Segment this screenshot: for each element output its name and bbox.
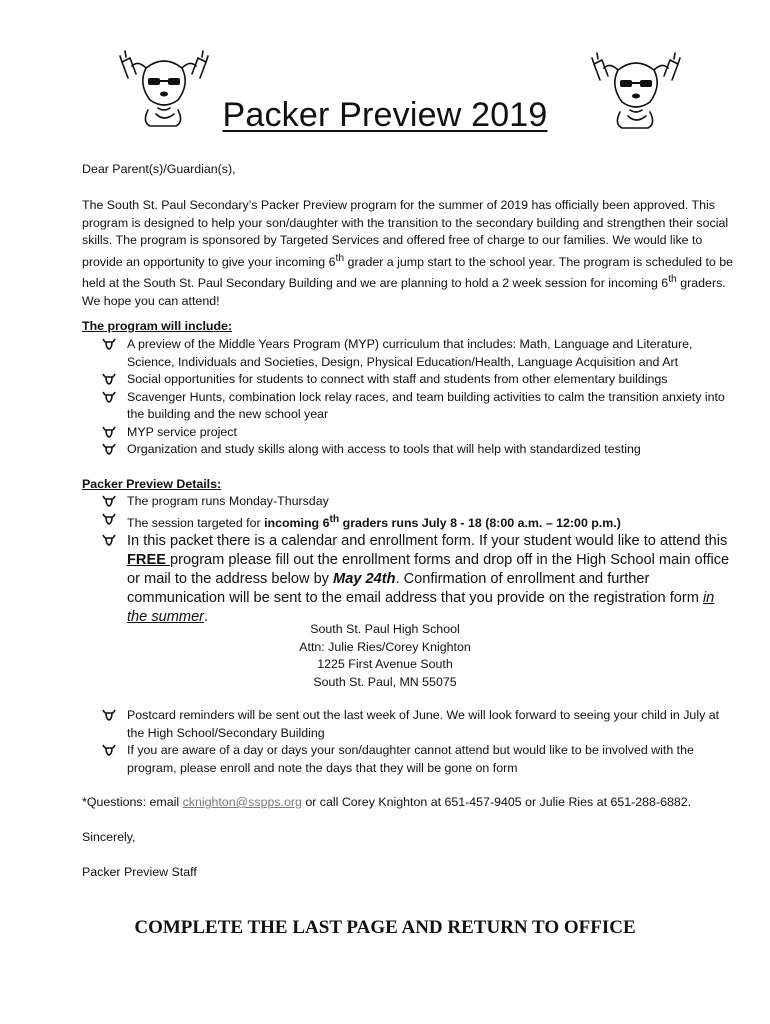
list-item: Postcard reminders will be sent out the last week of June. We will look forward to seeing your child in July at the High School/Secondary Building (82, 707, 734, 742)
bull-head-bullet-icon (102, 534, 116, 546)
list-item: MYP service project (82, 424, 734, 442)
list-item: A preview of the Middle Years Program (MYP) curriculum that includes: Math, Language and Literature, Science, Individuals and Societies, Design, Physical Education/Health, Language Acquisition and Art (82, 336, 734, 371)
bull-head-bullet-icon (102, 391, 116, 403)
bull-head-bullet-icon (102, 513, 116, 525)
address-line: South St. Paul, MN 55075 (313, 674, 457, 689)
address-line: Attn: Julie Ries/Corey Knighton (299, 639, 471, 654)
list-item: The program runs Monday-Thursday (82, 493, 734, 511)
mailing-address (0, 621, 770, 691)
list-item: Organization and study skills along with access to tools that will help with standardized testing (82, 441, 734, 459)
signature: Packer Preview Staff (82, 865, 197, 879)
email-link[interactable]: cknighton@sspps.org (182, 795, 302, 809)
list-item: Social opportunities for students to connect with staff and students from other elementary buildings (82, 371, 734, 389)
intro-paragraph: The South St. Paul Secondary’s Packer Preview program for the summer of 2019 has officially been approved. This program is designed to help your son/daughter with the transition to the secondary building and strengthen their social skills. The program is sponsored by Targeted Services and offered free of charge to our families. We would like to provide an opportunity to give your incoming 6th grader a jump start to the school year. The program is scheduled to be held at the South St. Paul Secondary Building and we are planning to hold a 2 week session for incoming 6th graders. We hope you can attend! (82, 198, 734, 308)
bull-head-bullet-icon (102, 338, 116, 350)
program-list (82, 336, 734, 459)
closing: Sincerely, (82, 830, 136, 844)
greeting: Dear Parent(s)/Guardian(s), (82, 162, 236, 176)
questions-line: *Questions: email cknighton@sspps.org or call Corey Knighton at 651-457-9405 or Julie Ries at 651-288-6882. (82, 795, 692, 809)
bull-head-bullet-icon (102, 709, 116, 721)
address-line: 1225 First Avenue South (317, 657, 453, 671)
address-line: South St. Paul High School (310, 622, 460, 636)
list-item: The session targeted for incoming 6th graders runs July 8 - 18 (8:00 a.m. – 12:00 p.m.) (82, 511, 734, 533)
details-heading: Packer Preview Details: (82, 477, 222, 491)
list-item: Scavenger Hunts, combination lock relay races, and team building activities to calm the transition anxiety into the building and the new school year (82, 389, 734, 424)
program-heading: The program will include: (82, 319, 233, 333)
details-list (82, 493, 734, 627)
reminder-list (82, 707, 734, 777)
bull-head-bullet-icon (102, 495, 116, 507)
list-item: If you are aware of a day or days your son/daughter cannot attend but would like to be involved with the program, please enroll and note the days that they will be gone on form (82, 742, 734, 777)
list-item: In this packet there is a calendar and enrollment form. If your student would like to attend this FREE program please fill out the enrollment forms and drop off in the High School main office or mail to the address below by May 24th. Confirmation of enrollment and further communication will be sent to the email address that you provide on the registration form in the summer. (82, 532, 734, 627)
page-title: Packer Preview 2019 (222, 96, 548, 134)
bull-head-bullet-icon (102, 426, 116, 438)
footer-instruction: COMPLETE THE LAST PAGE AND RETURN TO OFFICE (134, 917, 636, 938)
bull-head-bullet-icon (102, 443, 116, 455)
bull-head-bullet-icon (102, 373, 116, 385)
bull-head-bullet-icon (102, 744, 116, 756)
